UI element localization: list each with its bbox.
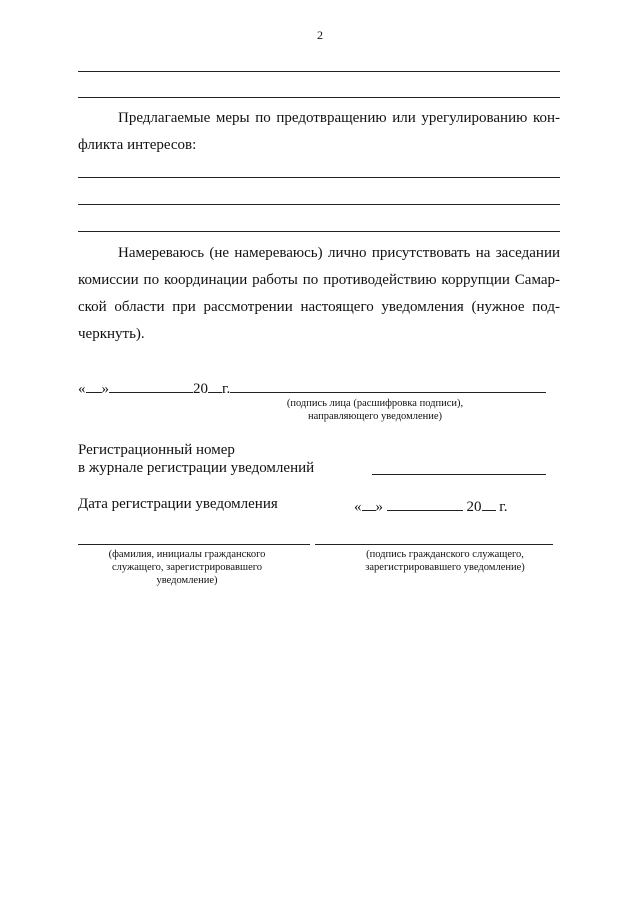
year-suffix: г. <box>222 381 231 397</box>
caption-line: (подпись гражданского служащего, <box>366 549 524 560</box>
registration-date-label: Дата регистрации уведомления <box>78 496 278 512</box>
paragraph-line: комиссии по координации работы по противодействию коррупции Самар- <box>78 272 560 288</box>
registrar-name-field[interactable] <box>78 544 310 545</box>
registration-date-line <box>354 496 507 516</box>
reg-year-suffix: г. <box>499 499 508 515</box>
registration-number-label-1: Регистрационный номер <box>78 442 235 458</box>
page-number: 2 <box>317 28 323 42</box>
caption-line: направляющего уведомление) <box>307 411 443 422</box>
caption-line: служащего, зарегистрировавшего <box>111 562 263 573</box>
date-close-quote: » <box>101 381 109 397</box>
year-prefix: 20 <box>193 381 208 397</box>
blank-line <box>78 97 560 98</box>
reg-month-field[interactable] <box>387 496 463 511</box>
caption-line: (фамилия, инициалы гражданского <box>108 549 266 560</box>
blank-line <box>78 177 560 178</box>
caption-line: зарегистрировавшего уведомление) <box>365 562 525 573</box>
registration-number-label-2: в журнале регистрации уведомлений <box>78 460 315 476</box>
date-open-quote: « <box>78 381 86 397</box>
signature-field[interactable] <box>230 378 546 393</box>
paragraph-line: ской области при рассмотрении настоящего уведомления (нужное под- <box>78 299 560 315</box>
reg-year-field[interactable] <box>482 496 496 511</box>
registrar-signature-caption <box>340 548 550 574</box>
reg-year-prefix: 20 <box>466 499 482 515</box>
paragraph-line: фликта интересов: <box>78 137 197 153</box>
month-field[interactable] <box>109 378 193 393</box>
caption-line: уведомление) <box>156 575 218 586</box>
paragraph-line: Предлагаемые меры по предотвращению или урегулированию кон- <box>118 110 560 126</box>
paragraph-line: черкнуть). <box>78 326 145 342</box>
intent-paragraph <box>78 240 560 348</box>
blank-line <box>78 204 560 205</box>
measures-paragraph <box>78 105 560 159</box>
paragraph-line: Намереваюсь (не намереваюсь) лично присутствовать на заседании <box>118 245 560 261</box>
reg-date-open-quote: « <box>354 499 362 515</box>
registrar-signature-field[interactable] <box>315 544 553 545</box>
reg-date-close-quote: » <box>375 499 383 515</box>
year-field[interactable] <box>208 378 222 393</box>
caption-line: (подпись лица (расшифровка подписи), <box>286 398 464 409</box>
registration-number-field[interactable] <box>372 474 546 475</box>
date-signature-line <box>78 378 546 398</box>
signature-caption <box>250 397 500 423</box>
reg-day-field[interactable] <box>362 496 376 511</box>
blank-line <box>78 231 560 232</box>
registrar-name-caption <box>78 548 296 587</box>
blank-line <box>78 71 560 72</box>
day-field[interactable] <box>86 378 102 393</box>
